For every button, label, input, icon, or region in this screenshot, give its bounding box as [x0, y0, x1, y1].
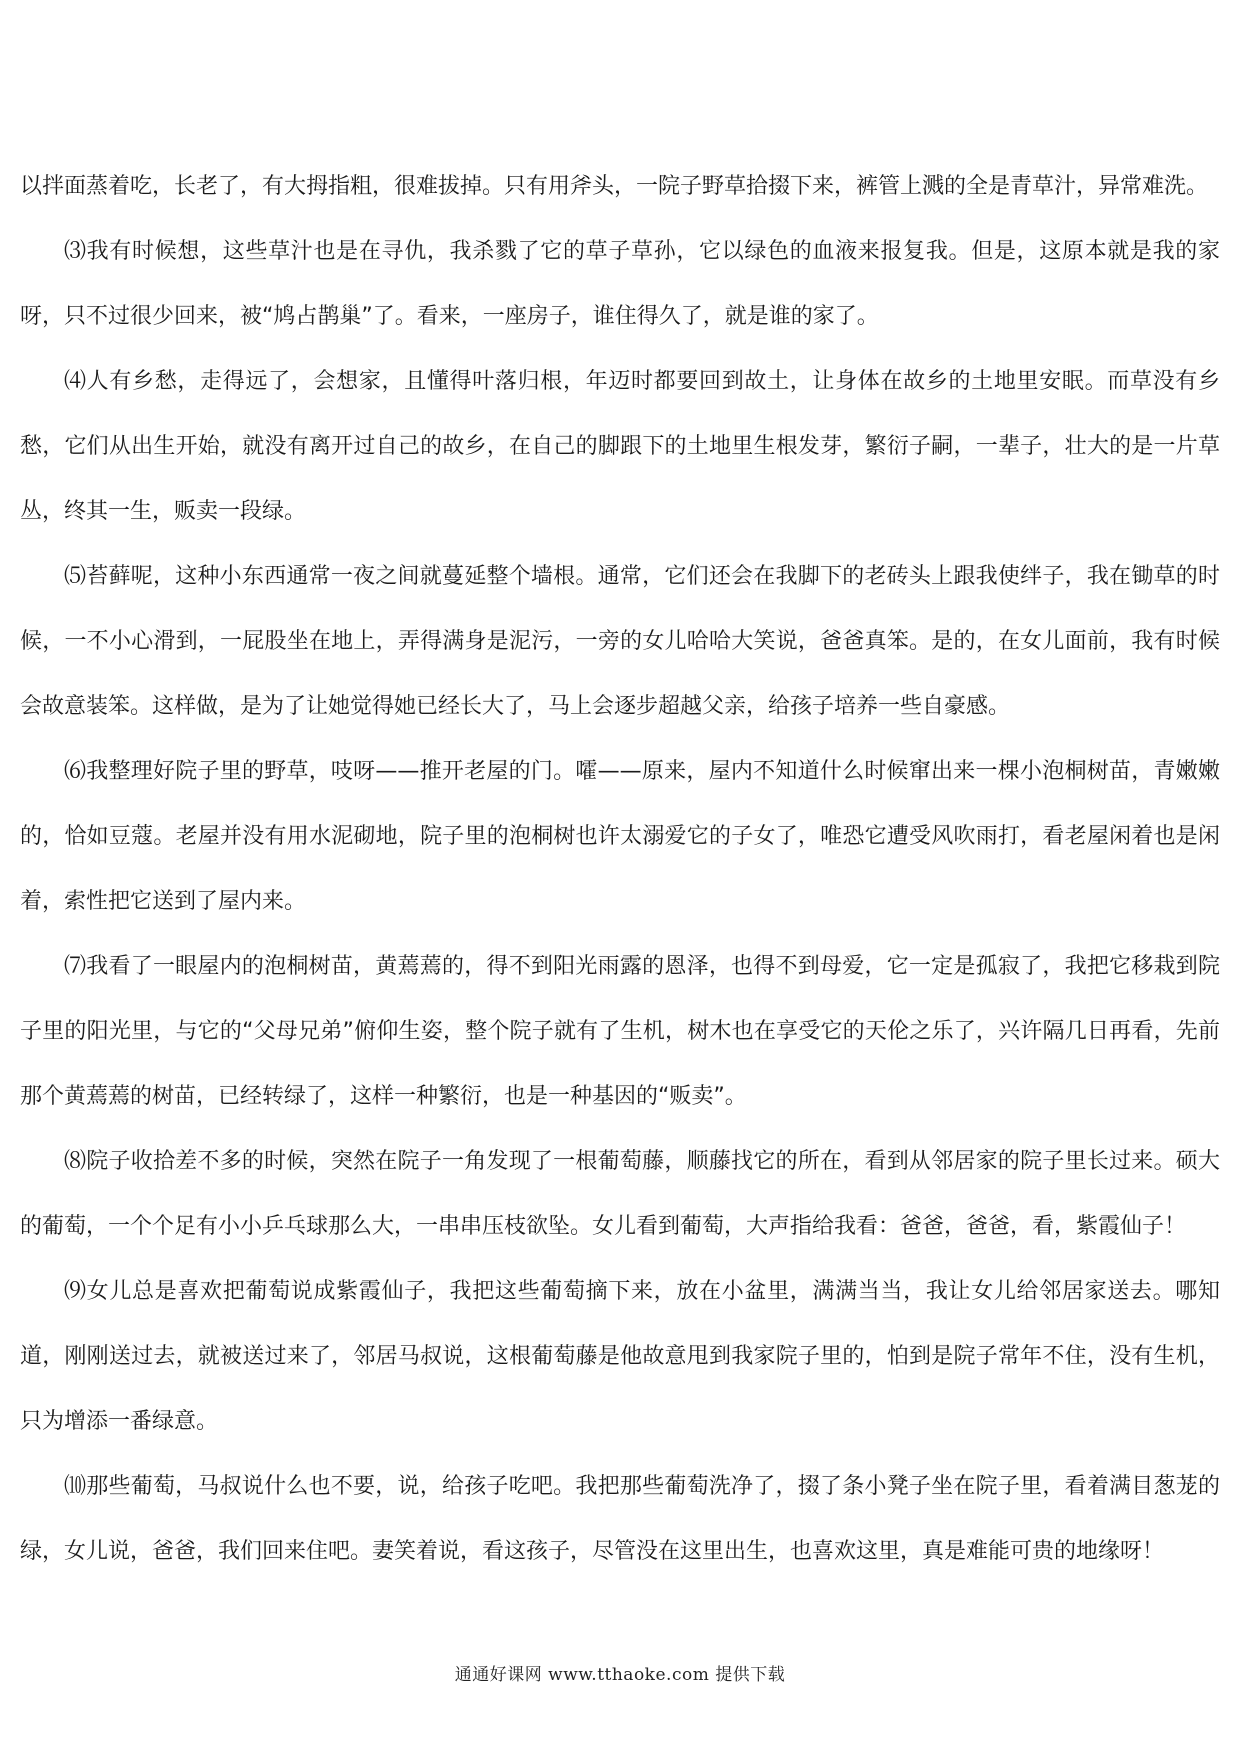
- paragraph-5: ⑸苔藓呢，这种小东西通常一夜之间就蔓延整个墙根。通常，它们还会在我脚下的老砖头上跟我使绊子，我在锄草的时候，一不小心滑到，一屁股坐在地上，弄得满身是泥污，一旁的女儿哈哈大笑说，爸爸真笨。是的，在女儿面前，我有时候会故意装笨。这样做，是为了让她觉得她已经长大了，马上会逐步超越父亲，给孩子培养一些自豪感。: [20, 564, 1220, 719]
- paragraph-4: ⑷人有乡愁，走得远了，会想家，且懂得叶落归根，年迈时都要回到故土，让身体在故乡的土地里安眠。而草没有乡愁，它们从出生开始，就没有离开过自己的故乡，在自己的脚跟下的土地里生根发芽，繁衍子嗣，一辈子，壮大的是一片草丛，终其一生，贩卖一段绿。: [20, 369, 1220, 524]
- document-body: [20, 154, 1220, 1584]
- paragraph-8: ⑻院子收拾差不多的时候，突然在院子一角发现了一根葡萄藤，顺藤找它的所在，看到从邻居家的院子里长过来。硕大的葡萄，一个个足有小小乒乓球那么大，一串串压枝欲坠。女儿看到葡萄，大声指给我看：爸爸，爸爸，看，紫霞仙子！: [20, 1149, 1220, 1239]
- paragraph-6: ⑹我整理好院子里的野草，吱呀——推开老屋的门。嚯——原来，屋内不知道什么时候窜出来一棵小泡桐树苗，青嫩嫩的，恰如豆蔻。老屋并没有用水泥砌地，院子里的泡桐树也许太溺爱它的子女了，唯恐它遭受风吹雨打，看老屋闲着也是闲着，索性把它送到了屋内来。: [20, 759, 1220, 914]
- paragraph-10: ⑽那些葡萄，马叔说什么也不要，说，给孩子吃吧。我把那些葡萄洗净了，掇了条小凳子坐在院子里，看着满目葱茏的绿，女儿说，爸爸，我们回来住吧。妻笑着说，看这孩子，尽管没在这里出生，也喜欢这里，真是难能可贵的地缘呀！: [20, 1474, 1220, 1564]
- paragraph-2-continuation: 以拌面蒸着吃，长老了，有大拇指粗，很难拔掉。只有用斧头，一院子野草拾掇下来，裤管上溅的全是青草汁，异常难洗。: [20, 174, 1209, 199]
- paragraph-9: ⑼女儿总是喜欢把葡萄说成紫霞仙子，我把这些葡萄摘下来，放在小盆里，满满当当，我让女儿给邻居家送去。哪知道，刚刚送过去，就被送过来了，邻居马叔说，这根葡萄藤是他故意甩到我家院子里的，怕到是院子常年不住，没有生机，只为增添一番绿意。: [20, 1279, 1220, 1434]
- paragraph-3: ⑶我有时候想，这些草汁也是在寻仇，我杀戮了它的草子草孙，它以绿色的血液来报复我。但是，这原本就是我的家呀，只不过很少回来，被“鸠占鹊巢”了。看来，一座房子，谁住得久了，就是谁的家了。: [20, 239, 1220, 329]
- page-footer: 通通好课网 www.tthaoke.com 提供下载: [454, 1665, 786, 1685]
- paragraph-7: ⑺我看了一眼屋内的泡桐树苗，黄蔫蔫的，得不到阳光雨露的恩泽，也得不到母爱，它一定是孤寂了，我把它移栽到院子里的阳光里，与它的“父母兄弟”俯仰生姿，整个院子就有了生机，树木也在享受它的天伦之乐了，兴许隔几日再看，先前那个黄蔫蔫的树苗，已经转绿了，这样一种繁衍，也是一种基因的“贩卖”。: [20, 954, 1220, 1109]
